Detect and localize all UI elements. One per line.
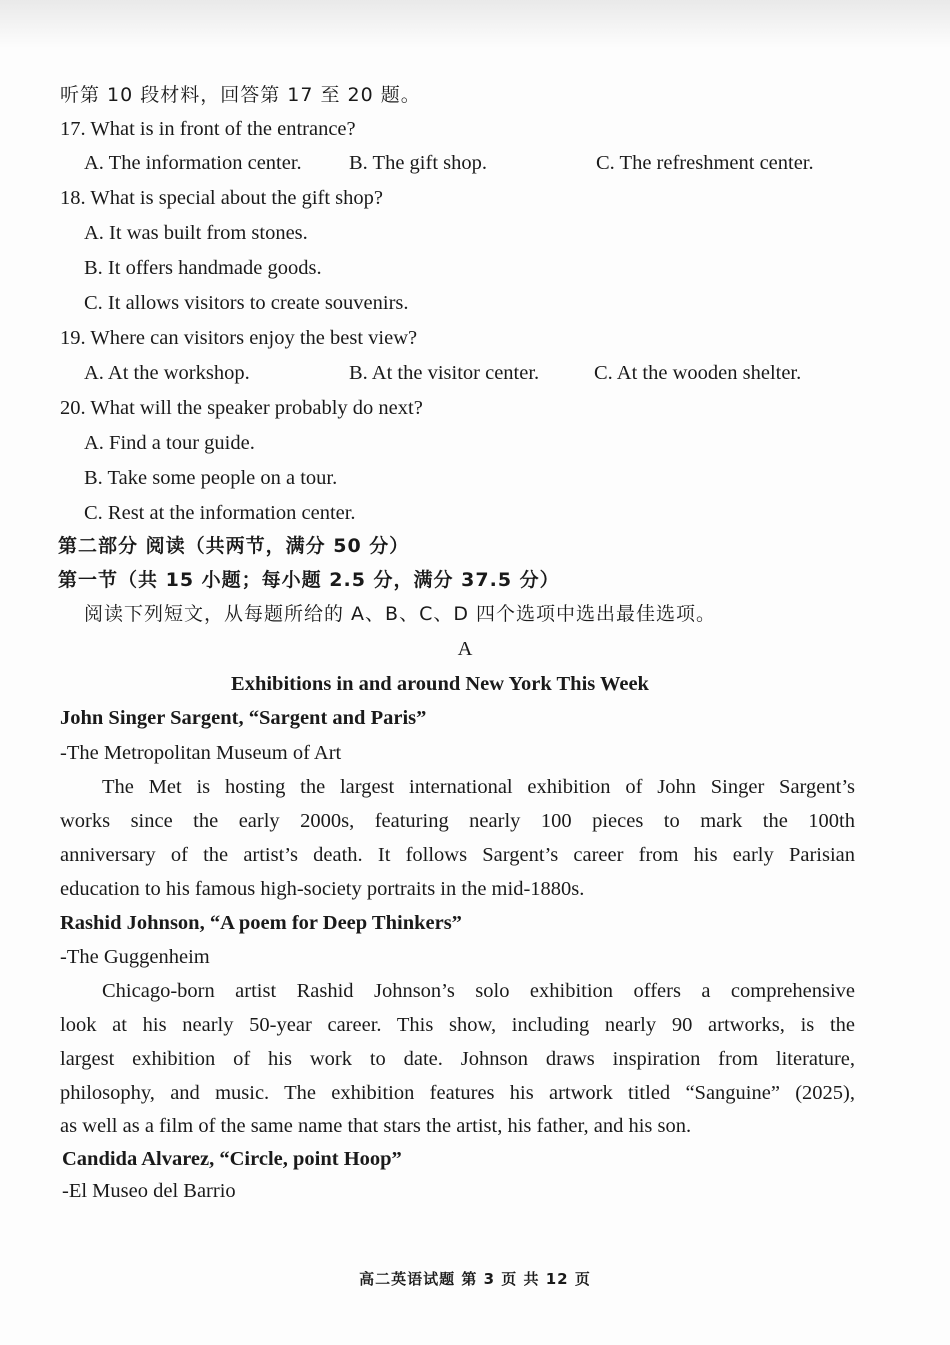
section-one-title: 第一节（共 15 小题；每小题 2.5 分，满分 37.5 分）: [58, 569, 560, 591]
exhibition-2-line-3: largest exhibition of his work to date. Johnson draws inspiration from literature,: [60, 1048, 855, 1070]
question-17-option-a: A. The information center.: [84, 152, 302, 174]
exhibition-2-line-4: philosophy, and music. The exhibition features his artwork titled “Sanguine” (2025),: [60, 1082, 855, 1104]
question-18-option-a: A. It was built from stones.: [84, 222, 308, 244]
part-two-title: 第二部分 阅读（共两节，满分 50 分）: [58, 535, 410, 557]
exhibition-3-venue: -El Museo del Barrio: [62, 1180, 236, 1202]
passage-letter: A: [457, 638, 473, 660]
exhibition-1-line-1: The Met is hosting the largest international exhibition of John Singer Sargent’s: [102, 776, 855, 798]
question-18-option-b: B. It offers handmade goods.: [84, 257, 322, 279]
question-20-option-b: B. Take some people on a tour.: [84, 467, 338, 489]
exhibition-1-line-2: works since the early 2000s, featuring nearly 100 pieces to mark the 100th: [60, 810, 855, 832]
question-20-option-a: A. Find a tour guide.: [84, 432, 255, 454]
question-19-option-b: B. At the visitor center.: [349, 362, 540, 384]
exhibition-2-line-5: as well as a film of the same name that stars the artist, his father, and his son.: [60, 1115, 692, 1137]
exhibition-2-heading: Rashid Johnson, “A poem for Deep Thinkers”: [60, 912, 462, 934]
question-17-option-b: B. The gift shop.: [349, 152, 487, 174]
question-17-stem: 17. What is in front of the entrance?: [60, 118, 356, 140]
scan-shadow: [0, 0, 950, 48]
question-19-option-a: A. At the workshop.: [84, 362, 250, 384]
exhibition-2-line-1: Chicago-born artist Rashid Johnson’s solo exhibition offers a comprehensive: [102, 980, 855, 1002]
exhibition-3-heading: Candida Alvarez, “Circle, point Hoop”: [62, 1148, 402, 1170]
exhibition-1-venue: -The Metropolitan Museum of Art: [60, 742, 342, 764]
exhibition-1-line-4: education to his famous high-society portraits in the mid-1880s.: [60, 878, 585, 900]
page-footer: 高二英语试题 第 3 页 共 12 页: [359, 1270, 591, 1288]
question-18-option-c: C. It allows visitors to create souvenirs.: [84, 292, 409, 314]
exhibition-2-line-2: look at his nearly 50-year career. This show, including nearly 90 artworks, is the: [60, 1014, 855, 1036]
question-17-option-c: C. The refreshment center.: [596, 152, 814, 174]
question-20-stem: 20. What will the speaker probably do next?: [60, 397, 423, 419]
passage-title: Exhibitions in and around New York This Week: [231, 673, 649, 695]
exhibition-1-heading: John Singer Sargent, “Sargent and Paris”: [60, 707, 427, 729]
question-20-option-c: C. Rest at the information center.: [84, 502, 356, 524]
question-19-stem: 19. Where can visitors enjoy the best view?: [60, 327, 418, 349]
exhibition-2-venue: -The Guggenheim: [60, 946, 210, 968]
question-19-option-c: C. At the wooden shelter.: [594, 362, 802, 384]
exhibition-1-line-3: anniversary of the artist’s death. It follows Sargent’s career from his early Parisian: [60, 844, 855, 866]
reading-instruction: 阅读下列短文，从每题所给的 A、B、C、D 四个选项中选出最佳选项。: [84, 603, 717, 625]
question-18-stem: 18. What is special about the gift shop?: [60, 187, 383, 209]
listening-intro: 听第 10 段材料，回答第 17 至 20 题。: [60, 84, 421, 106]
